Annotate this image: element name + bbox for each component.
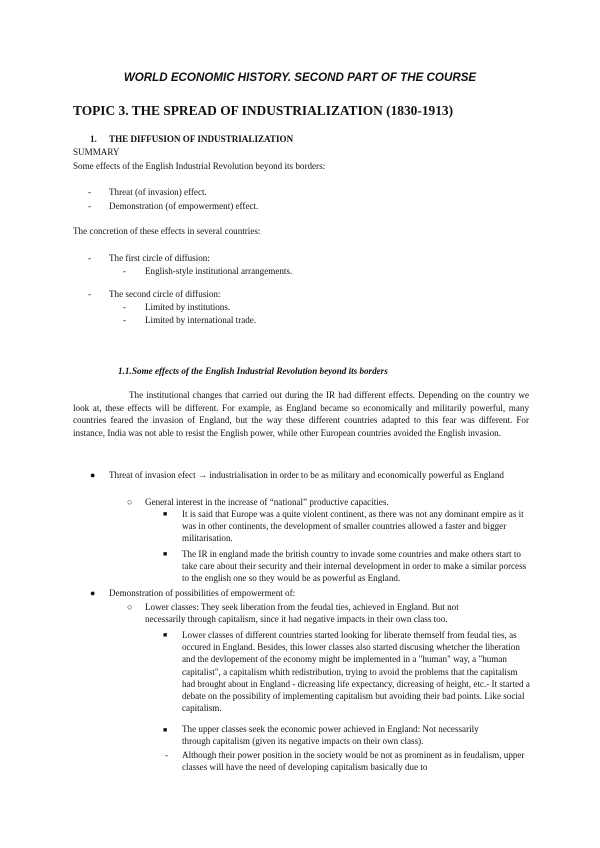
- bullet-dot: ●: [90, 588, 96, 598]
- subsection-title: Some effects of the English Industrial Revolution beyond its borders: [132, 366, 388, 376]
- bullet-dot: ●: [90, 470, 96, 480]
- document-title: WORLD ECONOMIC HISTORY. SECOND PART OF THE COURSE: [123, 71, 477, 84]
- dash-marker: -: [165, 750, 169, 760]
- effect-item-threat: Threat (of invasion) effect.: [109, 187, 207, 197]
- bullet-demo-dash-item: Although their power position in the society would be not as prominent as in feudalism, upper classes will have the need of developing capitalism basically due to: [182, 750, 525, 773]
- dash-marker: -: [123, 302, 127, 312]
- bullet-square: ■: [163, 510, 168, 518]
- bullet-threat-text: Threat of invasion efect → industrialisation in order to be as military and economically powerful as England: [109, 470, 504, 480]
- bullet-square: ■: [163, 631, 168, 639]
- subsection-number: 1.1.: [118, 366, 132, 376]
- dash-marker: -: [88, 201, 92, 211]
- bullet-circle: ○: [127, 602, 133, 612]
- bullet-threat-sub: General interest in the increase of “national” productive capacities.: [145, 497, 389, 507]
- effect-item-demonstration: Demonstration (of empowerment) effect.: [109, 201, 259, 211]
- bullet-demo-item: The upper classes seek the economic power achieved in England: Not necessarily through capitalism (given its negative impacts on their own class).: [182, 724, 479, 747]
- bullet-threat-item: The IR in england made the british country to invade some countries and make others start to take care about their security and their internal development in order to make a similar porcess to the english one so they would be as powerful as England.: [182, 549, 527, 584]
- body-paragraph: [73, 389, 529, 439]
- second-circle-label: The second circle of diffusion:: [109, 289, 221, 299]
- section-title: THE DIFFUSION OF INDUSTRIALIZATION: [109, 134, 294, 144]
- bullet-square: ■: [163, 726, 168, 734]
- bullet-demo-sub: Lower classes: They seek liberation from the feudal ties, achieved in England. But not necessarily through capitalism, since it had negative impacts in their own class too.: [145, 602, 459, 625]
- bullet-square: ■: [163, 550, 168, 558]
- summary-label: SUMMARY: [73, 147, 120, 157]
- dash-marker: -: [88, 289, 92, 299]
- bullet-demo-item: Lower classes of different countries started looking for liberate themself from feudal ties, as occured in England. Besides, this lower classes also started discusing whetcher the liberation and the devlopement of the economy might be implemented in a "human" way, a "human capitalist", a capitalism whith redistribution, trying to avoid the problems that the capitalism had brought about in England - dicreasing life expectancy, dicreasing of height, etc.- It started a debate on the possibility of implementing capitalism but avoiding their bad points. Like social capitalism.: [182, 630, 530, 714]
- topic-title: TOPIC 3. THE SPREAD OF INDUSTRIALIZATION (1830-1913): [73, 103, 454, 118]
- first-circle-item: English-style institutional arrangements.: [145, 266, 293, 276]
- second-circle-item: Limited by institutions.: [145, 302, 231, 312]
- summary-intro: Some effects of the English Industrial Revolution beyond its borders:: [73, 161, 326, 171]
- body-paragraph-text: The institutional changes that carried out during the IR had different effects. Depending on the country we look at, these effects will be different. For example, as England became so economically and militarily powerful, many countries feared the invasion of England, but the way these different countries adapted to this fear was different. For instance, India was not able to resist the English power, while other European countries avoided the English invasion.: [73, 390, 529, 438]
- dash-marker: -: [123, 315, 127, 325]
- concretion-text: The concretion of these effects in several countries:: [73, 226, 261, 236]
- bullet-demo-text: Demonstration of possibilities of empowerment of:: [109, 588, 296, 598]
- section-number: 1.: [90, 134, 97, 144]
- bullet-threat-item: It is said that Europe was a quite violent continent, as there was not any dominant empire as it was in other continents, the development of smaller countries allowed a faster and bigger militarisation.: [182, 509, 524, 544]
- dash-marker: -: [123, 266, 127, 276]
- first-circle-label: The first circle of diffusion:: [109, 253, 210, 263]
- bullet-circle: ○: [127, 497, 133, 507]
- dash-marker: -: [88, 253, 92, 263]
- dash-marker: -: [88, 187, 92, 197]
- second-circle-item: Limited by international trade.: [145, 315, 257, 325]
